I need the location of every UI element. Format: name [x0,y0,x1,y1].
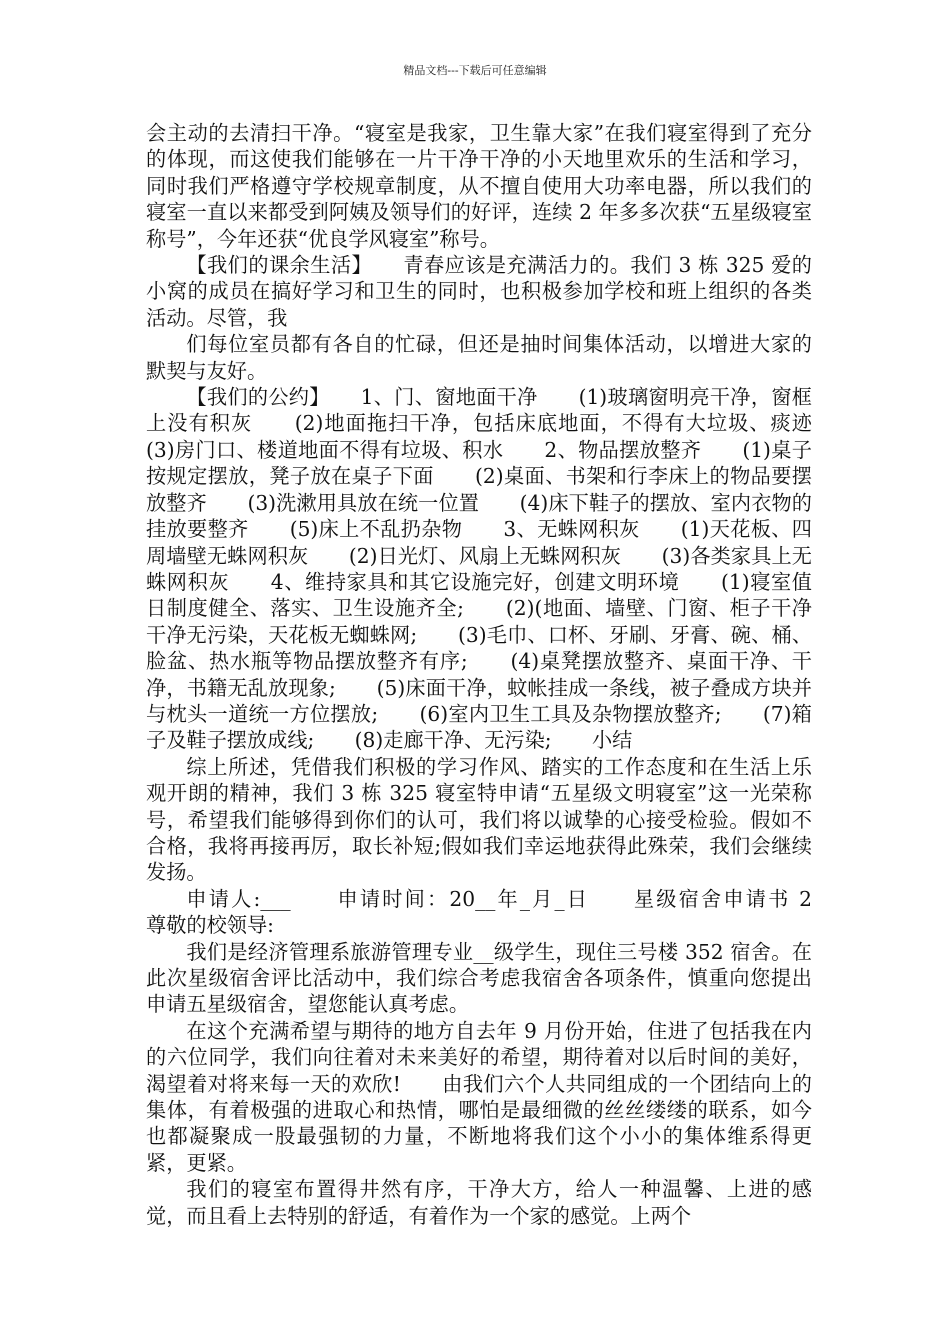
page-header: 精品文档---下载后可任意编辑 [403,64,547,77]
paragraph-4: 【我们的公约】 1、门、窗地面干净 (1)玻璃窗明亮干净，窗框上没有积灰 (2)地面拖扫干净，包括床底地面，不得有大垃圾、痰迹 (3)房门口、楼道地面不得有垃圾、积水 2、物品摆放整齐 (1)桌子按规定摆放，凳子放在桌子下面 (2)桌面、书架和行李床上的物品要摆放整齐 (3)洗漱用具放在统一位置 (4)床下鞋子的摆放、室内衣物的挂放要整齐 (5)床上不乱扔杂物 3、无蛛网积灰 (1)天花板、四周墙壁无蛛网积灰 (2)日光灯、风扇上无蛛网积灰 (3)各类家具上无蛛网积灰 4、维持家具和其它设施完好，创建文明环境 (1)寝室值日制度健全、落实、卫生设施齐全; (2)(地面、墙壁、门窗、柜子干净干净无污染，天花板无蜘蛛网; (3)毛巾、口杯、牙刷、牙膏、碗、桶、脸盆、热水瓶等物品摆放整齐有序; (4)桌凳摆放整齐、桌面干净、干净，书籍无乱放现象; (5)床面干净，蚊帐挂成一条线，被子叠成方块并与枕头一道统一方位摆放; (6)室内卫生工具及杂物摆放整齐; (7)箱子及鞋子摆放成线; (8)走廊干净、无污染; 小结 [146,385,853,753]
paragraph-3: 们每位室员都有各自的忙碌，但还是抽时间集体活动，以增进大家的默契与友好。 [146,332,812,383]
paragraph-6: 申请人:___ 申请时间：20__年_月_日 星级宿舍申请书 2 尊敬的校领导: [146,886,853,938]
document-body [146,120,853,1229]
paragraph-9: 我们的寝室布置得井然有序，干净大方，给人一种温馨、上进的感觉，而且看上去特别的舒适，有着作为一个家的感觉。上两个 [146,1177,812,1228]
paragraph-1: 会主动的去清扫干净。“寝室是我家，卫生靠大家”在我们寝室得到了充分的体现，而这使我们能够在一片干净干净的小天地里欢乐的生活和学习，同时我们严格遵守学校规章制度，从不擅自使用大功率电器，所以我们的寝室一直以来都受到阿姨及领导们的好评，连续 2 年多多次获“五星级寝室称号”，今年还获“优良学风寝室”称号。 [146,121,812,251]
paragraph-8: 在这个充满希望与期待的地方自去年 9 月份开始，住进了包括我在内的六位同学，我们向往着对未来美好的希望，期待着对以后时间的美好，渴望着对将来每一天的欢欣! 由我们六个人共同组成的一个团结向上的集体，有着极强的进取心和热情，哪怕是最细微的丝丝缕缕的联系，如今也都凝聚成一股最强韧的力量，不断地将我们这个小小的集体维系得更紧，更紧。 [146,1018,812,1175]
paragraph-2: 【我们的课余生活】 青春应该是充满活力的。我们 3 栋 325 爱的小窝的成员在搞好学习和卫生的同时，也积极参加学校和班上组织的各类活动。尽管，我 [146,253,812,330]
paragraph-7: 我们是经济管理系旅游管理专业__级学生，现住三号楼 352 宿舍。在此次星级宿舍评比活动中，我们综合考虑我宿舍各项条件，慎重向您提出申请五星级宿舍，望您能认真考虑。 [146,939,812,1017]
paragraph-5: 综上所述，凭借我们积极的学习作风、踏实的工作态度和在生活上乐观开朗的精神，我们 3 栋 325 寝室特申请“五星级文明寝室”这一光荣称号，希望我们能够得到你们的认可，我们将以诚挚的心接受检验。假如不合格，我将再接再厉，取长补短;假如我们幸运地获得此殊荣，我们会继续发扬。 [146,754,812,885]
